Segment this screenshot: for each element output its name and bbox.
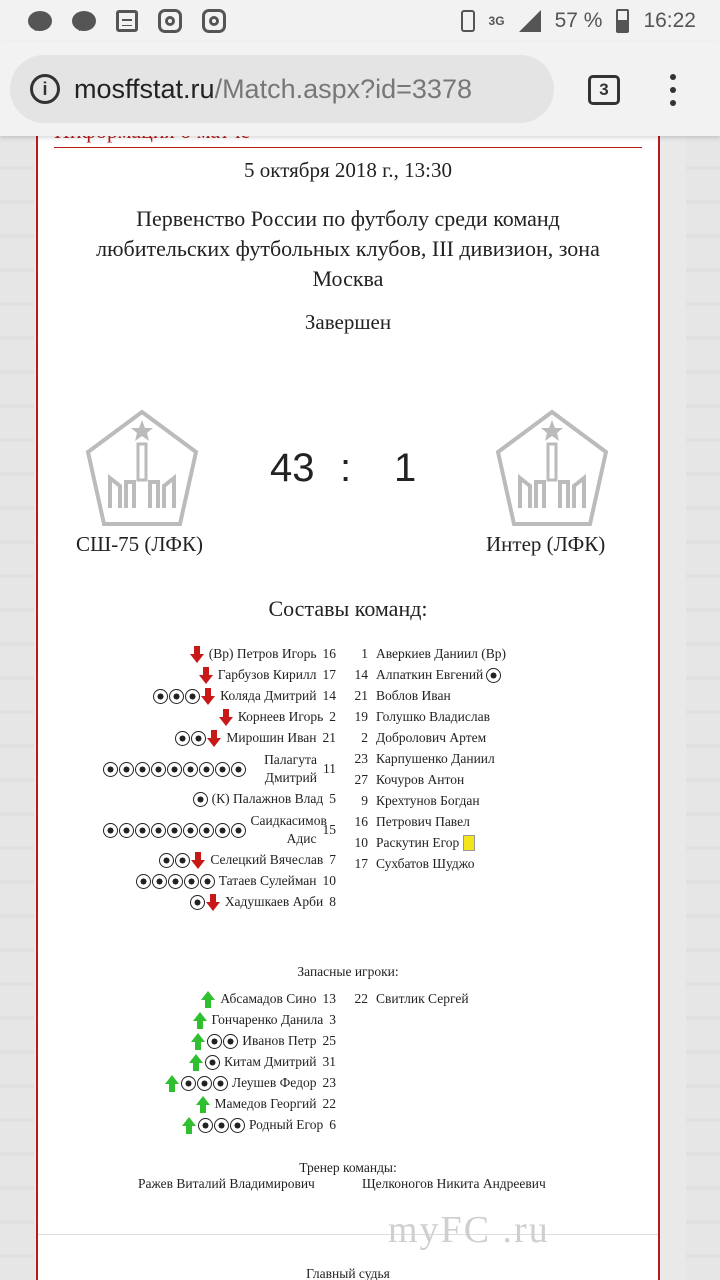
goal-ball-icon [119, 823, 134, 838]
player-row[interactable] [346, 791, 480, 811]
goal-ball-icon [135, 823, 150, 838]
status-bar [0, 0, 720, 42]
page-content [0, 136, 720, 1280]
coach-title: Тренер команды: [299, 1160, 397, 1175]
sub-in-icon [196, 1096, 210, 1113]
player-name[interactable]: Китам Дмитрий [224, 1054, 317, 1069]
battery-percent: 57 % [554, 9, 603, 32]
player-name[interactable]: Карпушенко Даниил [376, 751, 495, 766]
goal-ball-icon [119, 762, 134, 777]
player-row[interactable] [346, 854, 475, 874]
player-name[interactable]: Корнеев Игорь [237, 709, 324, 724]
player-number: 8 [329, 894, 336, 909]
match-status: Завершен [304, 310, 392, 334]
menu-icon[interactable] [668, 74, 678, 106]
player-name[interactable]: Раскутин Егор [376, 835, 460, 850]
divider [38, 1234, 658, 1235]
goal-ball-icon [205, 1055, 220, 1070]
player-row[interactable] [346, 707, 490, 727]
vibrate-icon [461, 10, 475, 32]
player-number: 25 [322, 1033, 336, 1048]
home-team-name[interactable]: СШ-75 (ЛФК) [76, 532, 203, 556]
goal-ball-icon [175, 853, 190, 868]
sub-in-icon [193, 1012, 207, 1029]
player-number: 17 [322, 667, 336, 682]
goal-ball-icon [167, 762, 182, 777]
score-separator: : [340, 446, 352, 490]
player-name[interactable]: Голушко Владислав [376, 709, 490, 724]
player-name[interactable]: Сухбатов Шуджо [376, 856, 475, 871]
player-name[interactable]: Добролович Артем [376, 730, 487, 745]
goal-ball-icon [231, 823, 246, 838]
player-row[interactable] [346, 665, 502, 685]
player-name[interactable]: Иванов Петр [242, 1033, 317, 1048]
player-number: 21 [322, 730, 336, 745]
player-row[interactable] [346, 728, 486, 748]
player-row[interactable] [38, 1031, 336, 1051]
goal-ball-icon [103, 823, 118, 838]
goal-ball-icon [183, 762, 198, 777]
sub-off-icon [201, 688, 215, 705]
yellow-card-icon [463, 835, 475, 851]
goal-ball-icon [215, 762, 230, 777]
player-number: 16 [322, 646, 336, 661]
message-icon [28, 11, 52, 31]
player-number: 17 [354, 856, 368, 871]
goal-ball-icon [199, 762, 214, 777]
lineups-title: Составы команд: [268, 596, 428, 621]
player-number: 22 [354, 991, 368, 1006]
url-path: /Match.aspx?id=3378 [214, 73, 472, 104]
player-number: 19 [354, 709, 368, 724]
player-row[interactable] [38, 1115, 336, 1135]
player-row[interactable] [38, 728, 336, 748]
player-number: 10 [354, 835, 368, 850]
player-number: 2 [361, 730, 368, 745]
browser-toolbar [0, 42, 720, 136]
match-date: 5 октября 2018 г., 13:30 [244, 158, 452, 182]
player-number: 5 [329, 791, 336, 806]
tab-switcher-button[interactable]: 3 [588, 75, 620, 105]
player-number: 21 [354, 688, 368, 703]
watermark: myFC .ru [388, 1209, 550, 1251]
match-card [36, 106, 660, 1280]
goal-ball-icon [191, 731, 206, 746]
sub-off-icon [206, 894, 220, 911]
sub-in-icon [201, 991, 215, 1008]
player-name[interactable]: Аверкиев Даниил (Вр) [376, 646, 507, 661]
goal-ball-icon [184, 874, 199, 889]
player-number: 22 [322, 1096, 336, 1111]
player-row[interactable] [38, 686, 336, 706]
home-score: 43 [270, 446, 315, 490]
goal-ball-icon [199, 823, 214, 838]
player-name[interactable]: Мамедов Георгий [214, 1096, 317, 1111]
player-number: 2 [329, 709, 336, 724]
sub-off-icon [191, 852, 205, 869]
player-number: 23 [354, 751, 368, 766]
player-row[interactable] [346, 644, 506, 664]
chat-icon [72, 11, 96, 31]
goal-ball-icon [151, 823, 166, 838]
player-row[interactable] [346, 833, 475, 853]
url-host: mosffstat.ru [74, 73, 215, 104]
goal-ball-icon [185, 689, 200, 704]
sub-in-icon [182, 1117, 196, 1134]
player-row[interactable] [38, 749, 336, 789]
player-number: 14 [322, 688, 336, 703]
player-row[interactable] [346, 770, 464, 790]
goal-ball-icon [215, 823, 230, 838]
sub-in-icon [191, 1033, 205, 1050]
clock: 16:22 [643, 9, 696, 32]
player-name[interactable]: Хадушкаев Арби [224, 894, 324, 909]
player-row[interactable] [38, 789, 336, 809]
player-name[interactable]: (К) Палажнов Влад [211, 791, 324, 806]
news-icon [116, 10, 138, 32]
mff-logo-icon [490, 406, 614, 530]
player-name[interactable]: Гончаренко Данила [211, 1012, 324, 1027]
goal-ball-icon [151, 762, 166, 777]
sub-off-icon [199, 667, 213, 684]
player-name[interactable]: Родный Егор [249, 1117, 324, 1132]
referee-title: Главный судья [306, 1266, 390, 1280]
player-name[interactable]: Татаев Сулейман [218, 873, 317, 888]
address-bar[interactable] [10, 55, 554, 123]
player-number: 1 [361, 646, 368, 661]
player-number: 13 [322, 991, 336, 1006]
goal-ball-icon [214, 1118, 229, 1133]
signal-icon [519, 10, 541, 32]
player-name[interactable]: Свитлик Сергей [376, 991, 469, 1006]
player-row[interactable] [38, 1073, 336, 1093]
player-number: 11 [323, 761, 336, 776]
goal-ball-icon [168, 874, 183, 889]
home-coach[interactable]: Ражев Виталий Владимирович [138, 1176, 315, 1191]
instagram-icon [202, 9, 226, 33]
player-name[interactable]: Мирошин Иван [226, 730, 317, 745]
player-number: 7 [329, 852, 336, 867]
player-name[interactable]: Селецкий Вячеслав [210, 852, 324, 867]
player-name[interactable]: Леушев Федор [232, 1075, 317, 1090]
sub-in-icon [189, 1054, 203, 1071]
network-type: 3G [488, 14, 505, 28]
goal-ball-icon [223, 1034, 238, 1049]
goal-ball-icon [136, 874, 151, 889]
player-number: 15 [322, 822, 336, 837]
player-name[interactable]: Петрович Павел [376, 814, 470, 829]
goal-ball-icon [135, 762, 150, 777]
player-row[interactable] [38, 810, 336, 850]
player-row[interactable] [38, 892, 336, 912]
player-number: 6 [329, 1117, 336, 1132]
away-coach[interactable]: Щелконогов Никита Андреевич [362, 1176, 546, 1191]
player-row[interactable] [38, 1010, 336, 1030]
goal-ball-icon [198, 1118, 213, 1133]
goal-ball-icon [153, 689, 168, 704]
player-name[interactable]: Саидкасимов Адис [250, 813, 327, 846]
goal-ball-icon [103, 762, 118, 777]
sub-off-icon [207, 730, 221, 747]
player-row[interactable] [38, 871, 336, 891]
goal-ball-icon [213, 1076, 228, 1091]
goal-ball-icon [183, 823, 198, 838]
player-row[interactable] [38, 665, 336, 685]
player-row[interactable] [38, 850, 336, 870]
home-team-logo[interactable] [80, 406, 204, 530]
away-score: 1 [394, 446, 417, 490]
goal-ball-icon [486, 668, 501, 683]
goal-ball-icon [200, 874, 215, 889]
goal-ball-icon [175, 731, 190, 746]
player-name[interactable]: Абсамадов Сино [220, 991, 317, 1006]
player-row[interactable] [346, 989, 469, 1009]
goal-ball-icon [181, 1076, 196, 1091]
mff-logo-icon [80, 406, 204, 530]
player-name[interactable]: Коляда Дмитрий [220, 688, 317, 703]
away-team-name[interactable]: Интер (ЛФК) [486, 532, 606, 556]
goal-ball-icon [197, 1076, 212, 1091]
sub-in-icon [165, 1075, 179, 1092]
player-row[interactable] [38, 1052, 336, 1072]
goal-ball-icon [159, 853, 174, 868]
player-row[interactable] [346, 749, 495, 769]
goal-ball-icon [190, 895, 205, 910]
player-number: 3 [329, 1012, 336, 1027]
goal-ball-icon [193, 792, 208, 807]
instagram-icon [158, 9, 182, 33]
player-number: 10 [322, 873, 336, 888]
player-row[interactable] [38, 989, 336, 1009]
player-name[interactable]: Палагута Дмитрий [264, 752, 317, 785]
goal-ball-icon [231, 762, 246, 777]
goal-ball-icon [207, 1034, 222, 1049]
player-row[interactable] [346, 812, 470, 832]
player-row[interactable] [38, 1094, 336, 1114]
goal-ball-icon [169, 689, 184, 704]
player-name[interactable]: Воблов Иван [376, 688, 451, 703]
player-name[interactable]: Крехтунов Богдан [376, 793, 480, 808]
tournament-name: Первенство России по футболу среди команд любительских футбольных клубов, III дивизион, зона Москва [96, 206, 600, 291]
player-name[interactable]: Алпаткин Евгений [376, 667, 484, 682]
player-name[interactable]: Кочуров Антон [376, 772, 465, 787]
player-name[interactable]: (Вр) Петров Игорь [208, 646, 317, 661]
player-row[interactable] [346, 686, 451, 706]
player-row[interactable] [38, 707, 336, 727]
sub-off-icon [219, 709, 233, 726]
player-number: 14 [354, 667, 368, 682]
player-number: 27 [354, 772, 368, 787]
battery-icon [616, 9, 629, 33]
player-number: 16 [354, 814, 368, 829]
info-icon[interactable]: i [30, 74, 60, 104]
sub-off-icon [190, 646, 204, 663]
subs-title: Запасные игроки: [297, 964, 399, 979]
player-number: 23 [322, 1075, 336, 1090]
goal-ball-icon [167, 823, 182, 838]
player-name[interactable]: Гарбузов Кирилл [217, 667, 317, 682]
goal-ball-icon [230, 1118, 245, 1133]
away-team-logo[interactable] [490, 406, 614, 530]
goal-ball-icon [152, 874, 167, 889]
player-row[interactable] [38, 644, 336, 664]
player-number: 31 [322, 1054, 336, 1069]
player-number: 9 [361, 793, 368, 808]
